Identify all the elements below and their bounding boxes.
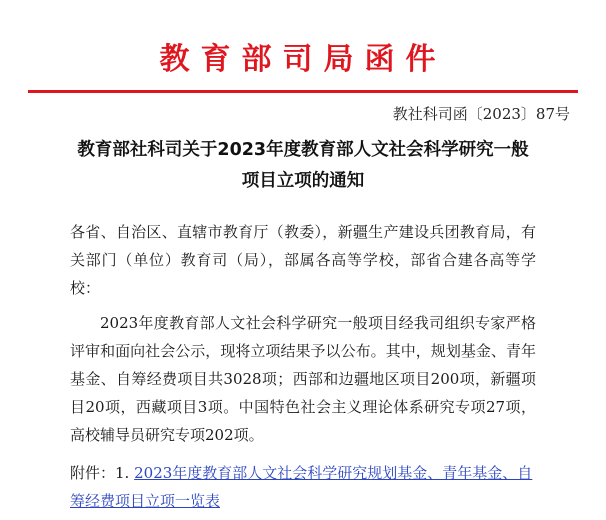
document-title-line-2: 项目立项的通知 [241,171,365,191]
document-title [40,135,566,197]
addressee-paragraph: 各省、自治区、直辖市教育厅（教委），新疆生产建设兵团教育局，有关部门（单位）教育司（局），部属各高等学校，部省合建各高等学校： [70,223,536,297]
attachment-link[interactable]: 2023年度教育部人文社会科学研究规划基金、青年基金、自筹经费项目立项一览表 [70,464,533,510]
letterhead-divider [28,90,578,93]
document-title-line-1: 教育部社科司关于2023年度教育部人文社会科学研究一般 [77,140,529,160]
letterhead-title: 教育部司局函件 [159,42,447,77]
body-paragraph: 2023年度教育部人文社会科学研究一般项目经我司组织专家严格评审和面向社会公示，现将立项结果予以公布。其中，规划基金、青年基金、自筹经费项目共3028项；西部和边疆地区项目200项，新疆项目20项，西藏项目3项。中国特色社会主义理论体系研究专项27项，高校辅导员研究专项202项。 [70,314,536,444]
attachment-line [70,459,536,515]
attachment-label: 附件： [70,464,116,482]
document-number: 教社科司函〔2023〕87号 [392,105,570,123]
attachment-index: 1. [115,464,130,482]
